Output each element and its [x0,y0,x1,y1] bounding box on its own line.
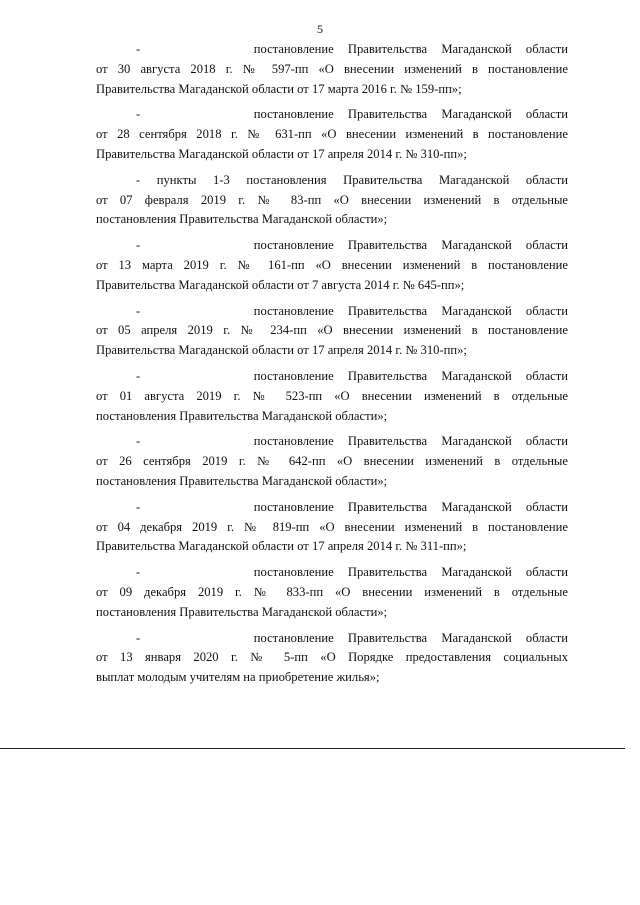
list-item [96,171,568,230]
document-body [96,40,568,694]
text-line: - постановление Правительства Магаданской области [136,630,568,645]
list-item [96,432,568,491]
list-item [96,367,568,426]
page-number: 5 [317,22,323,36]
text-line: от 13 января 2020 г. № 5-пп «О Порядке предоставления социальных [96,650,568,665]
text-line: Правительства Магаданской области от 7 августа 2014 г. № 645-пп»; [96,277,465,292]
text-line: - постановление Правительства Магаданской области [136,303,568,318]
text-line: постановления Правительства Магаданской области»; [96,408,388,423]
text-line: от 04 декабря 2019 г. № 819-пп «О внесении изменений в постановление [96,519,568,534]
text-line: - постановление Правительства Магаданской области [136,368,568,383]
text-line: - постановление Правительства Магаданской области [136,499,568,514]
text-line: - пункты 1-3 постановления Правительства Магаданской области [136,172,568,187]
list-item [96,563,568,622]
text-line: от 09 декабря 2019 г. № 833-пп «О внесении изменений в отдельные [96,584,568,599]
text-line: - постановление Правительства Магаданской области [136,42,568,56]
text-line: от 26 сентября 2019 г. № 642-пп «О внесении изменений в отдельные [96,454,568,469]
text-line: от 07 февраля 2019 г. № 83-пп «О внесении изменений в отдельные [96,192,568,207]
list-item [96,302,568,361]
text-line: Правительства Магаданской области от 17 марта 2016 г. № 159-пп»; [96,81,462,96]
footer-divider [0,748,625,749]
text-line: - постановление Правительства Магаданской области [136,238,568,253]
text-line: постановления Правительства Магаданской области»; [96,212,388,227]
text-line: постановления Правительства Магаданской области»; [96,473,388,488]
list-item [96,498,568,557]
text-line: от 05 апреля 2019 г. № 234-пп «О внесении изменений в постановление [96,323,568,338]
text-line: - постановление Правительства Магаданской области [136,107,568,122]
list-item [96,629,568,688]
text-line: Правительства Магаданской области от 17 апреля 2014 г. № 310-пп»; [96,343,467,358]
text-line: Правительства Магаданской области от 17 апреля 2014 г. № 310-пп»; [96,146,467,161]
text-line: - постановление Правительства Магаданской области [136,565,568,580]
text-line: от 28 сентября 2018 г. № 631-пп «О внесении изменений в постановление [96,127,568,142]
list-item [96,40,568,99]
text-line: выплат молодым учителям на приобретение жилья»; [96,670,380,685]
list-item [96,105,568,164]
text-line: от 13 марта 2019 г. № 161-пп «О внесении изменений в постановление [96,257,568,272]
text-line: от 30 августа 2018 г. № 597-пп «О внесении изменений в постановление [96,61,568,76]
text-line: Правительства Магаданской области от 17 апреля 2014 г. № 311-пп»; [96,539,467,554]
text-line: от 01 августа 2019 г. № 523-пп «О внесении изменений в отдельные [96,388,568,403]
text-line: постановления Правительства Магаданской области»; [96,604,388,619]
text-line: - постановление Правительства Магаданской области [136,434,568,449]
list-item [96,236,568,295]
